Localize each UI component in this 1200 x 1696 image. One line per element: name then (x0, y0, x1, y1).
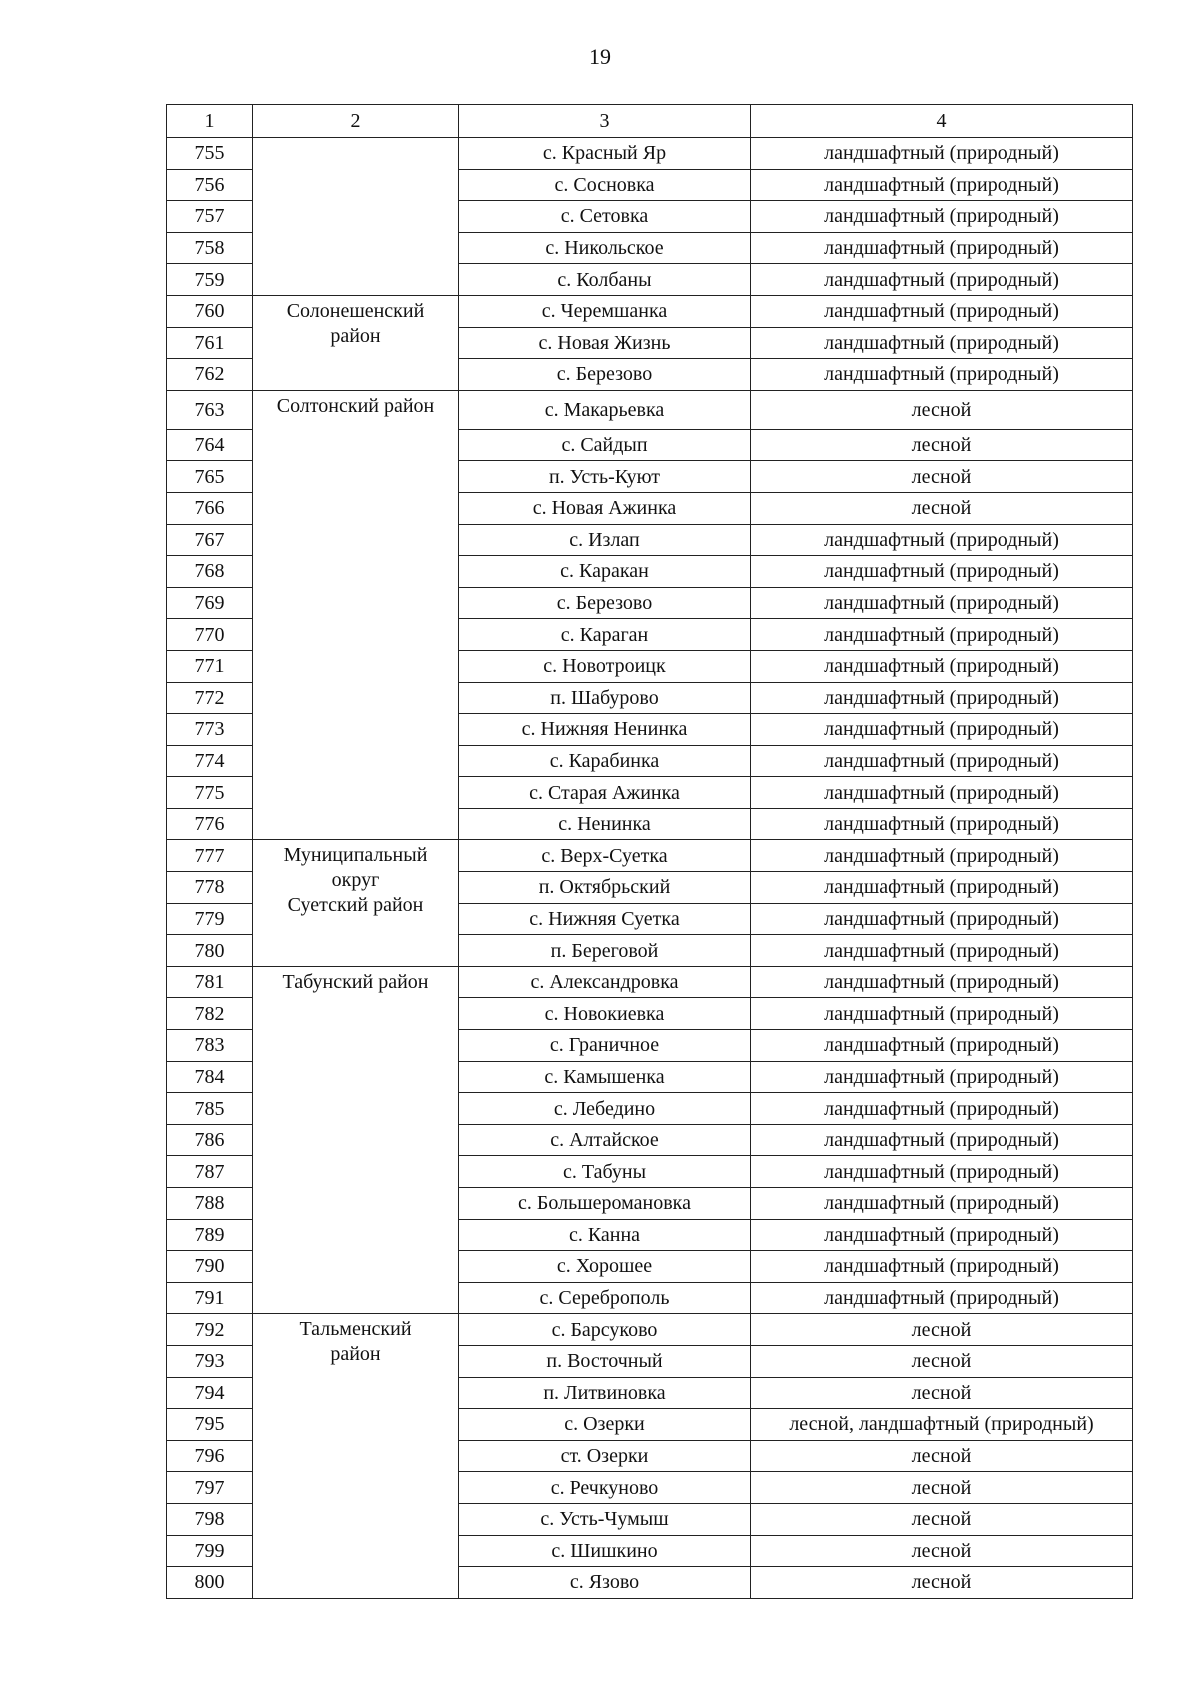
row-number: 778 (167, 872, 253, 904)
row-number: 755 (167, 138, 253, 170)
settlement-name: с. Александровка (459, 966, 751, 998)
row-number: 786 (167, 1124, 253, 1156)
territory-type: ландшафтный (природный) (751, 650, 1133, 682)
territory-type: ландшафтный (природный) (751, 264, 1133, 296)
territory-type: ландшафтный (природный) (751, 872, 1133, 904)
territory-type: лесной (751, 390, 1133, 429)
column-header: 2 (253, 105, 459, 138)
territory-type: ландшафтный (природный) (751, 1124, 1133, 1156)
settlement-name: с. Красный Яр (459, 138, 751, 170)
column-header: 4 (751, 105, 1133, 138)
row-number: 769 (167, 587, 253, 619)
row-number: 770 (167, 619, 253, 651)
district-cell (253, 295, 459, 390)
row-number: 776 (167, 808, 253, 840)
territory-type: ландшафтный (природный) (751, 295, 1133, 327)
territory-type: ландшафтный (природный) (751, 1061, 1133, 1093)
settlement-name: п. Литвиновка (459, 1377, 751, 1409)
settlement-name: с. Усть-Чумыш (459, 1503, 751, 1535)
territory-type: ландшафтный (природный) (751, 1030, 1133, 1062)
settlement-name: с. Новотроицк (459, 650, 751, 682)
settlement-name: п. Усть-Куют (459, 461, 751, 493)
row-number: 791 (167, 1282, 253, 1314)
settlement-name: с. Сосновка (459, 169, 751, 201)
settlement-name: с. Нижняя Суетка (459, 903, 751, 935)
settlement-name: с. Каракан (459, 556, 751, 588)
territory-type: лесной (751, 1503, 1133, 1535)
territory-type: ландшафтный (природный) (751, 327, 1133, 359)
settlement-name: с. Сетовка (459, 201, 751, 233)
settlement-name: с. Нижняя Ненинка (459, 714, 751, 746)
settlement-name: с. Новая Жизнь (459, 327, 751, 359)
territory-type: лесной (751, 429, 1133, 461)
column-header: 1 (167, 105, 253, 138)
settlement-name: с. Старая Ажинка (459, 777, 751, 809)
row-number: 793 (167, 1345, 253, 1377)
settlement-name: с. Новая Ажинка (459, 492, 751, 524)
territory-type: ландшафтный (природный) (751, 587, 1133, 619)
settlement-name: с. Канна (459, 1219, 751, 1251)
row-number: 767 (167, 524, 253, 556)
district-name-line: Тальменский (299, 1318, 412, 1341)
row-number: 795 (167, 1409, 253, 1441)
territory-type: лесной (751, 1440, 1133, 1472)
settlement-name: с. Караган (459, 619, 751, 651)
settlement-name: п. Восточный (459, 1345, 751, 1377)
district-cell (253, 138, 459, 296)
settlement-name: с. Колбаны (459, 264, 751, 296)
district-name-line: район (330, 324, 381, 347)
row-number: 794 (167, 1377, 253, 1409)
row-number: 784 (167, 1061, 253, 1093)
row-number: 758 (167, 232, 253, 264)
row-number: 783 (167, 1030, 253, 1062)
territory-type: ландшафтный (природный) (751, 232, 1133, 264)
settlement-name: с. Табуны (459, 1156, 751, 1188)
table-row (167, 966, 1133, 998)
territory-type: ландшафтный (природный) (751, 169, 1133, 201)
territory-type: ландшафтный (природный) (751, 1219, 1133, 1251)
settlement-name: с. Граничное (459, 1030, 751, 1062)
district-name-line: Суетский район (287, 894, 424, 917)
column-header: 3 (459, 105, 751, 138)
row-number: 785 (167, 1093, 253, 1125)
table-row (167, 295, 1133, 327)
page-number: 19 (589, 44, 611, 69)
settlement-name: с. Сереброполь (459, 1282, 751, 1314)
territory-type: ландшафтный (природный) (751, 745, 1133, 777)
settlement-name: с. Барсуково (459, 1314, 751, 1346)
row-number: 799 (167, 1535, 253, 1567)
territory-type: лесной (751, 461, 1133, 493)
territory-type: ландшафтный (природный) (751, 714, 1133, 746)
territory-type: ландшафтный (природный) (751, 966, 1133, 998)
district-name-line: Солтонский район (276, 394, 435, 417)
territory-type: ландшафтный (природный) (751, 840, 1133, 872)
settlement-name: с. Макарьевка (459, 390, 751, 429)
territory-type: лесной (751, 1472, 1133, 1504)
territory-type: ландшафтный (природный) (751, 1188, 1133, 1220)
territory-type: ландшафтный (природный) (751, 1251, 1133, 1283)
district-name-line: район (330, 1343, 381, 1366)
settlement-name: с. Большеромановка (459, 1188, 751, 1220)
settlement-name: п. Шабурово (459, 682, 751, 714)
settlement-name: с. Хорошее (459, 1251, 751, 1283)
territory-type: ландшафтный (природный) (751, 903, 1133, 935)
territory-type: лесной (751, 1535, 1133, 1567)
district-cell (253, 1314, 459, 1598)
row-number: 796 (167, 1440, 253, 1472)
territory-type: ландшафтный (природный) (751, 359, 1133, 391)
row-number: 797 (167, 1472, 253, 1504)
row-number: 756 (167, 169, 253, 201)
settlement-name: с. Сайдып (459, 429, 751, 461)
settlement-name: ст. Озерки (459, 1440, 751, 1472)
row-number: 771 (167, 650, 253, 682)
row-number: 779 (167, 903, 253, 935)
table-row (167, 138, 1133, 170)
row-number: 777 (167, 840, 253, 872)
row-number: 761 (167, 327, 253, 359)
settlement-name: п. Октябрьский (459, 872, 751, 904)
row-number: 790 (167, 1251, 253, 1283)
row-number: 788 (167, 1188, 253, 1220)
settlement-name: с. Никольское (459, 232, 751, 264)
settlement-name: с. Камышенка (459, 1061, 751, 1093)
settlements-table (166, 104, 1133, 1599)
table-row (167, 840, 1133, 872)
territory-type: лесной (751, 1345, 1133, 1377)
row-number: 789 (167, 1219, 253, 1251)
row-number: 798 (167, 1503, 253, 1535)
row-number: 792 (167, 1314, 253, 1346)
territory-type: лесной (751, 1567, 1133, 1599)
row-number: 781 (167, 966, 253, 998)
row-number: 782 (167, 998, 253, 1030)
row-number: 780 (167, 935, 253, 967)
table-row (167, 390, 1133, 429)
territory-type: лесной (751, 1377, 1133, 1409)
settlement-name: с. Березово (459, 587, 751, 619)
territory-type: ландшафтный (природный) (751, 524, 1133, 556)
territory-type: лесной (751, 492, 1133, 524)
district-name-line: Муниципальный (283, 844, 428, 867)
settlement-name: с. Речкуново (459, 1472, 751, 1504)
territory-type: ландшафтный (природный) (751, 777, 1133, 809)
territory-type: ландшафтный (природный) (751, 619, 1133, 651)
territory-type: ландшафтный (природный) (751, 1093, 1133, 1125)
settlement-name: с. Алтайское (459, 1124, 751, 1156)
row-number: 772 (167, 682, 253, 714)
district-cell (253, 390, 459, 840)
row-number: 760 (167, 295, 253, 327)
settlement-name: с. Озерки (459, 1409, 751, 1441)
row-number: 759 (167, 264, 253, 296)
territory-type: лесной, ландшафтный (природный) (751, 1409, 1133, 1441)
settlement-name: с. Черемшанка (459, 295, 751, 327)
territory-type: лесной (751, 1314, 1133, 1346)
district-name-line: Табунский район (282, 970, 429, 993)
row-number: 766 (167, 492, 253, 524)
settlement-name: с. Шишкино (459, 1535, 751, 1567)
district-cell (253, 840, 459, 966)
settlement-name: с. Карабинка (459, 745, 751, 777)
territory-type: ландшафтный (природный) (751, 556, 1133, 588)
row-number: 757 (167, 201, 253, 233)
territory-type: ландшафтный (природный) (751, 1282, 1133, 1314)
district-cell (253, 966, 459, 1314)
settlement-name: с. Березово (459, 359, 751, 391)
table-row (167, 1314, 1133, 1346)
row-number: 764 (167, 429, 253, 461)
settlement-name: с. Ненинка (459, 808, 751, 840)
settlement-name: с. Новокиевка (459, 998, 751, 1030)
district-name-line: Солонешенский (286, 299, 425, 322)
district-name-line: округ (331, 869, 380, 892)
territory-type: ландшафтный (природный) (751, 1156, 1133, 1188)
settlement-name: с. Лебедино (459, 1093, 751, 1125)
settlement-name: с. Язово (459, 1567, 751, 1599)
row-number: 774 (167, 745, 253, 777)
row-number: 768 (167, 556, 253, 588)
row-number: 787 (167, 1156, 253, 1188)
settlement-name: с. Верх-Суетка (459, 840, 751, 872)
row-number: 763 (167, 390, 253, 429)
territory-type: ландшафтный (природный) (751, 138, 1133, 170)
territory-type: ландшафтный (природный) (751, 935, 1133, 967)
row-number: 765 (167, 461, 253, 493)
row-number: 773 (167, 714, 253, 746)
row-number: 762 (167, 359, 253, 391)
territory-type: ландшафтный (природный) (751, 682, 1133, 714)
table-header-row (167, 105, 1133, 138)
settlement-name: п. Береговой (459, 935, 751, 967)
territory-type: ландшафтный (природный) (751, 808, 1133, 840)
row-number: 775 (167, 777, 253, 809)
territory-type: ландшафтный (природный) (751, 998, 1133, 1030)
territory-type: ландшафтный (природный) (751, 201, 1133, 233)
settlement-name: с. Излап (459, 524, 751, 556)
row-number: 800 (167, 1567, 253, 1599)
